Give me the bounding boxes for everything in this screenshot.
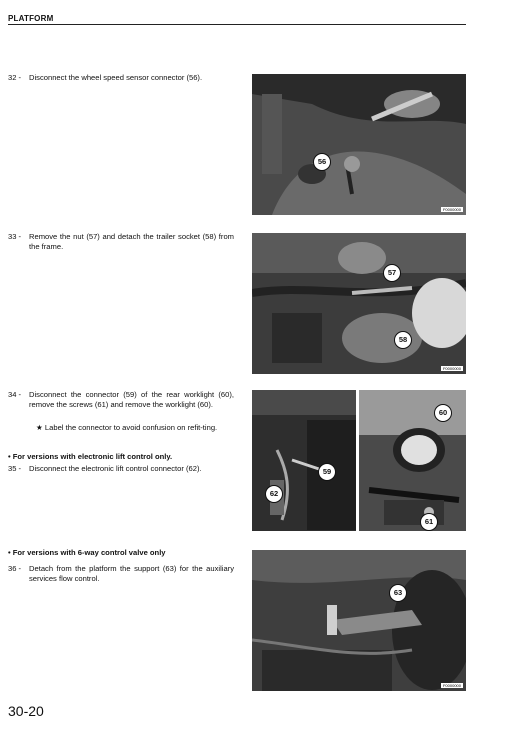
photo-wheel-speed-sensor [252, 74, 466, 215]
photo-image [252, 550, 466, 691]
photo-flow-control-support [252, 550, 466, 691]
step-number: 32 - [8, 73, 22, 82]
step-33 [8, 232, 238, 251]
callout-57: 57 [383, 264, 401, 282]
six-way-valve-note: • For versions with 6-way control valve only [8, 548, 166, 557]
step-text: Disconnect the electronic lift control connector (62). [29, 464, 202, 473]
label-connector-note: ★ Label the connector to avoid confusion on refit-ting. [36, 423, 218, 432]
callout-56: 56 [313, 153, 331, 171]
photo-image [252, 74, 466, 215]
photo-image [252, 390, 356, 531]
step-36 [8, 564, 238, 583]
photo-code: F0000000 [442, 207, 461, 212]
photo-lift-connector [252, 390, 356, 531]
callout-58: 58 [394, 331, 412, 349]
photo-trailer-socket [252, 233, 466, 374]
step-number: 35 - [8, 464, 22, 473]
step-34 [8, 390, 238, 409]
page-header [8, 8, 466, 25]
electronic-lift-note: • For versions with electronic lift control only. [8, 452, 173, 461]
step-text: Disconnect the connector (59) of the rear worklight (60), remove the screws (61) and remove the worklight (60). [29, 390, 234, 409]
photo-rear-worklight [359, 390, 466, 531]
step-text: Remove the nut (57) and detach the trailer socket (58) from the frame. [29, 232, 234, 251]
step-number: 33 - [8, 232, 22, 241]
photo-code: F0000000 [442, 683, 461, 688]
step-text: Disconnect the wheel speed sensor connector (56). [29, 73, 203, 82]
callout-60: 60 [434, 404, 452, 422]
step-32 [8, 73, 238, 83]
section-title: PLATFORM [8, 14, 54, 23]
callout-61: 61 [420, 513, 438, 531]
callout-59: 59 [318, 463, 336, 481]
callout-63: 63 [389, 584, 407, 602]
step-text: Detach from the platform the support (63) for the auxiliary services flow control. [29, 564, 234, 583]
page-number: 30-20 [8, 703, 44, 719]
step-35 [8, 464, 238, 474]
callout-62: 62 [265, 485, 283, 503]
step-number: 36 - [8, 564, 22, 573]
photo-code: F0000000 [442, 366, 461, 371]
step-number: 34 - [8, 390, 22, 399]
photo-image [252, 233, 466, 374]
